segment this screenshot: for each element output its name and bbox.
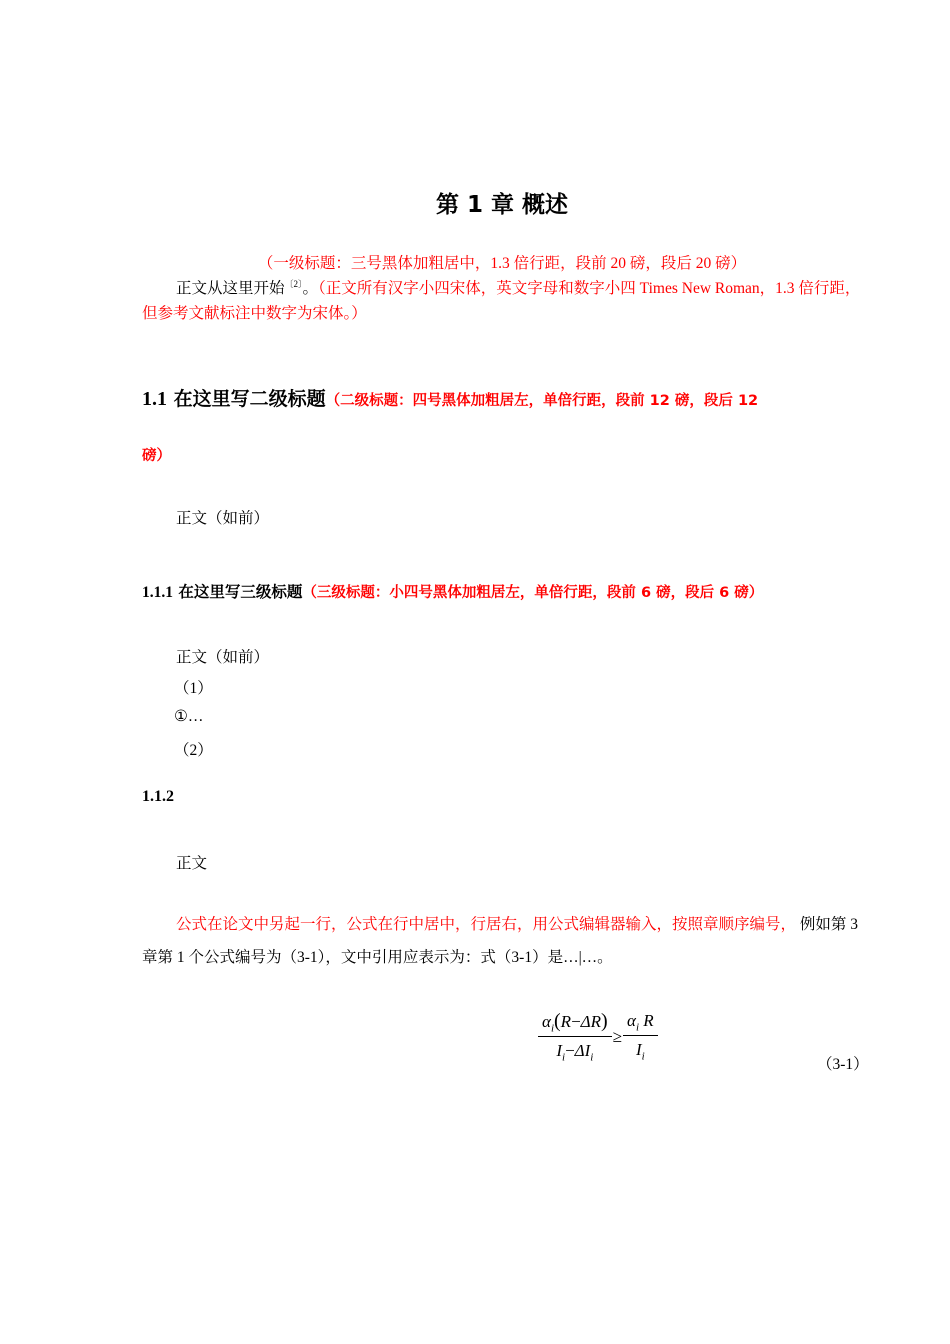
body-paragraph: 正文 — [176, 855, 208, 872]
section-number: 1.1.1 — [142, 584, 173, 601]
list-item: （1） — [174, 680, 213, 697]
intro-period: 。 — [302, 280, 319, 297]
citation-mark: 〔2〕 — [284, 278, 303, 289]
section-heading-1-1-1 — [142, 580, 763, 602]
equation-3-1: $\frac{\alpha_i(R-\Delta R)}{I_i-\Delta I_i}$ ≥ $\frac{\alpha_i R}{I_i}$ — [538, 1010, 658, 1064]
equation-rhs-fraction: $\frac{\alpha_i R}{I_i}$ — [623, 1011, 658, 1063]
formula-format-note: 公式在论文中另起一行，公式在行中居中，行居右，用公式编辑器输入，按照章顺序编号， — [176, 916, 797, 933]
section-heading-1-1-2: 1.1.2 — [142, 788, 174, 805]
body-paragraph: 正文（如前） — [176, 510, 270, 527]
intro-text: 正文从这里开始 — [176, 280, 285, 297]
heading2-format-note-cont: 磅） — [142, 448, 171, 464]
equation-lhs-fraction: $\frac{\alpha_i(R-\Delta R)}{I_i-\Delta I_i}$ — [538, 1010, 612, 1064]
section-title: 在这里写二级标题 — [167, 388, 326, 410]
equation-number: （3-1） — [817, 1056, 869, 1073]
formula-instructions — [142, 908, 868, 974]
chapter-title: 第 1 章 概述 — [435, 192, 569, 218]
list-item: ①… — [174, 708, 204, 725]
heading2-format-note: （二级标题：四号黑体加粗居左，单倍行距，段前 12 磅，段后 12 — [325, 393, 759, 409]
section-number: 1.1 — [142, 388, 167, 410]
list-item: （2） — [174, 742, 213, 759]
heading3-format-note: （三级标题：小四号黑体加粗居左，单倍行距，段前 6 磅，段后 6 磅） — [302, 585, 764, 601]
intro-paragraph — [142, 276, 868, 326]
chapter-format-note: （一级标题：三号黑体加粗居中，1.3 倍行距，段前 20 磅，段后 20 磅） — [257, 255, 747, 272]
section-heading-1-1 — [142, 384, 758, 411]
formula-example-text: 例如第 3 章第 1 个公式编号为（3-1），文中引用应表示为：式（3-1）是…|…。 — [142, 916, 859, 966]
section-title: 在这里写三级标题 — [173, 583, 303, 601]
body-format-note: （正文所有汉字小四宋体，英文字母和数字小四 Times New Roman，1.3 倍行距，但参考文献标注中数字为宋体。） — [142, 280, 861, 322]
body-paragraph: 正文（如前） — [176, 649, 270, 666]
